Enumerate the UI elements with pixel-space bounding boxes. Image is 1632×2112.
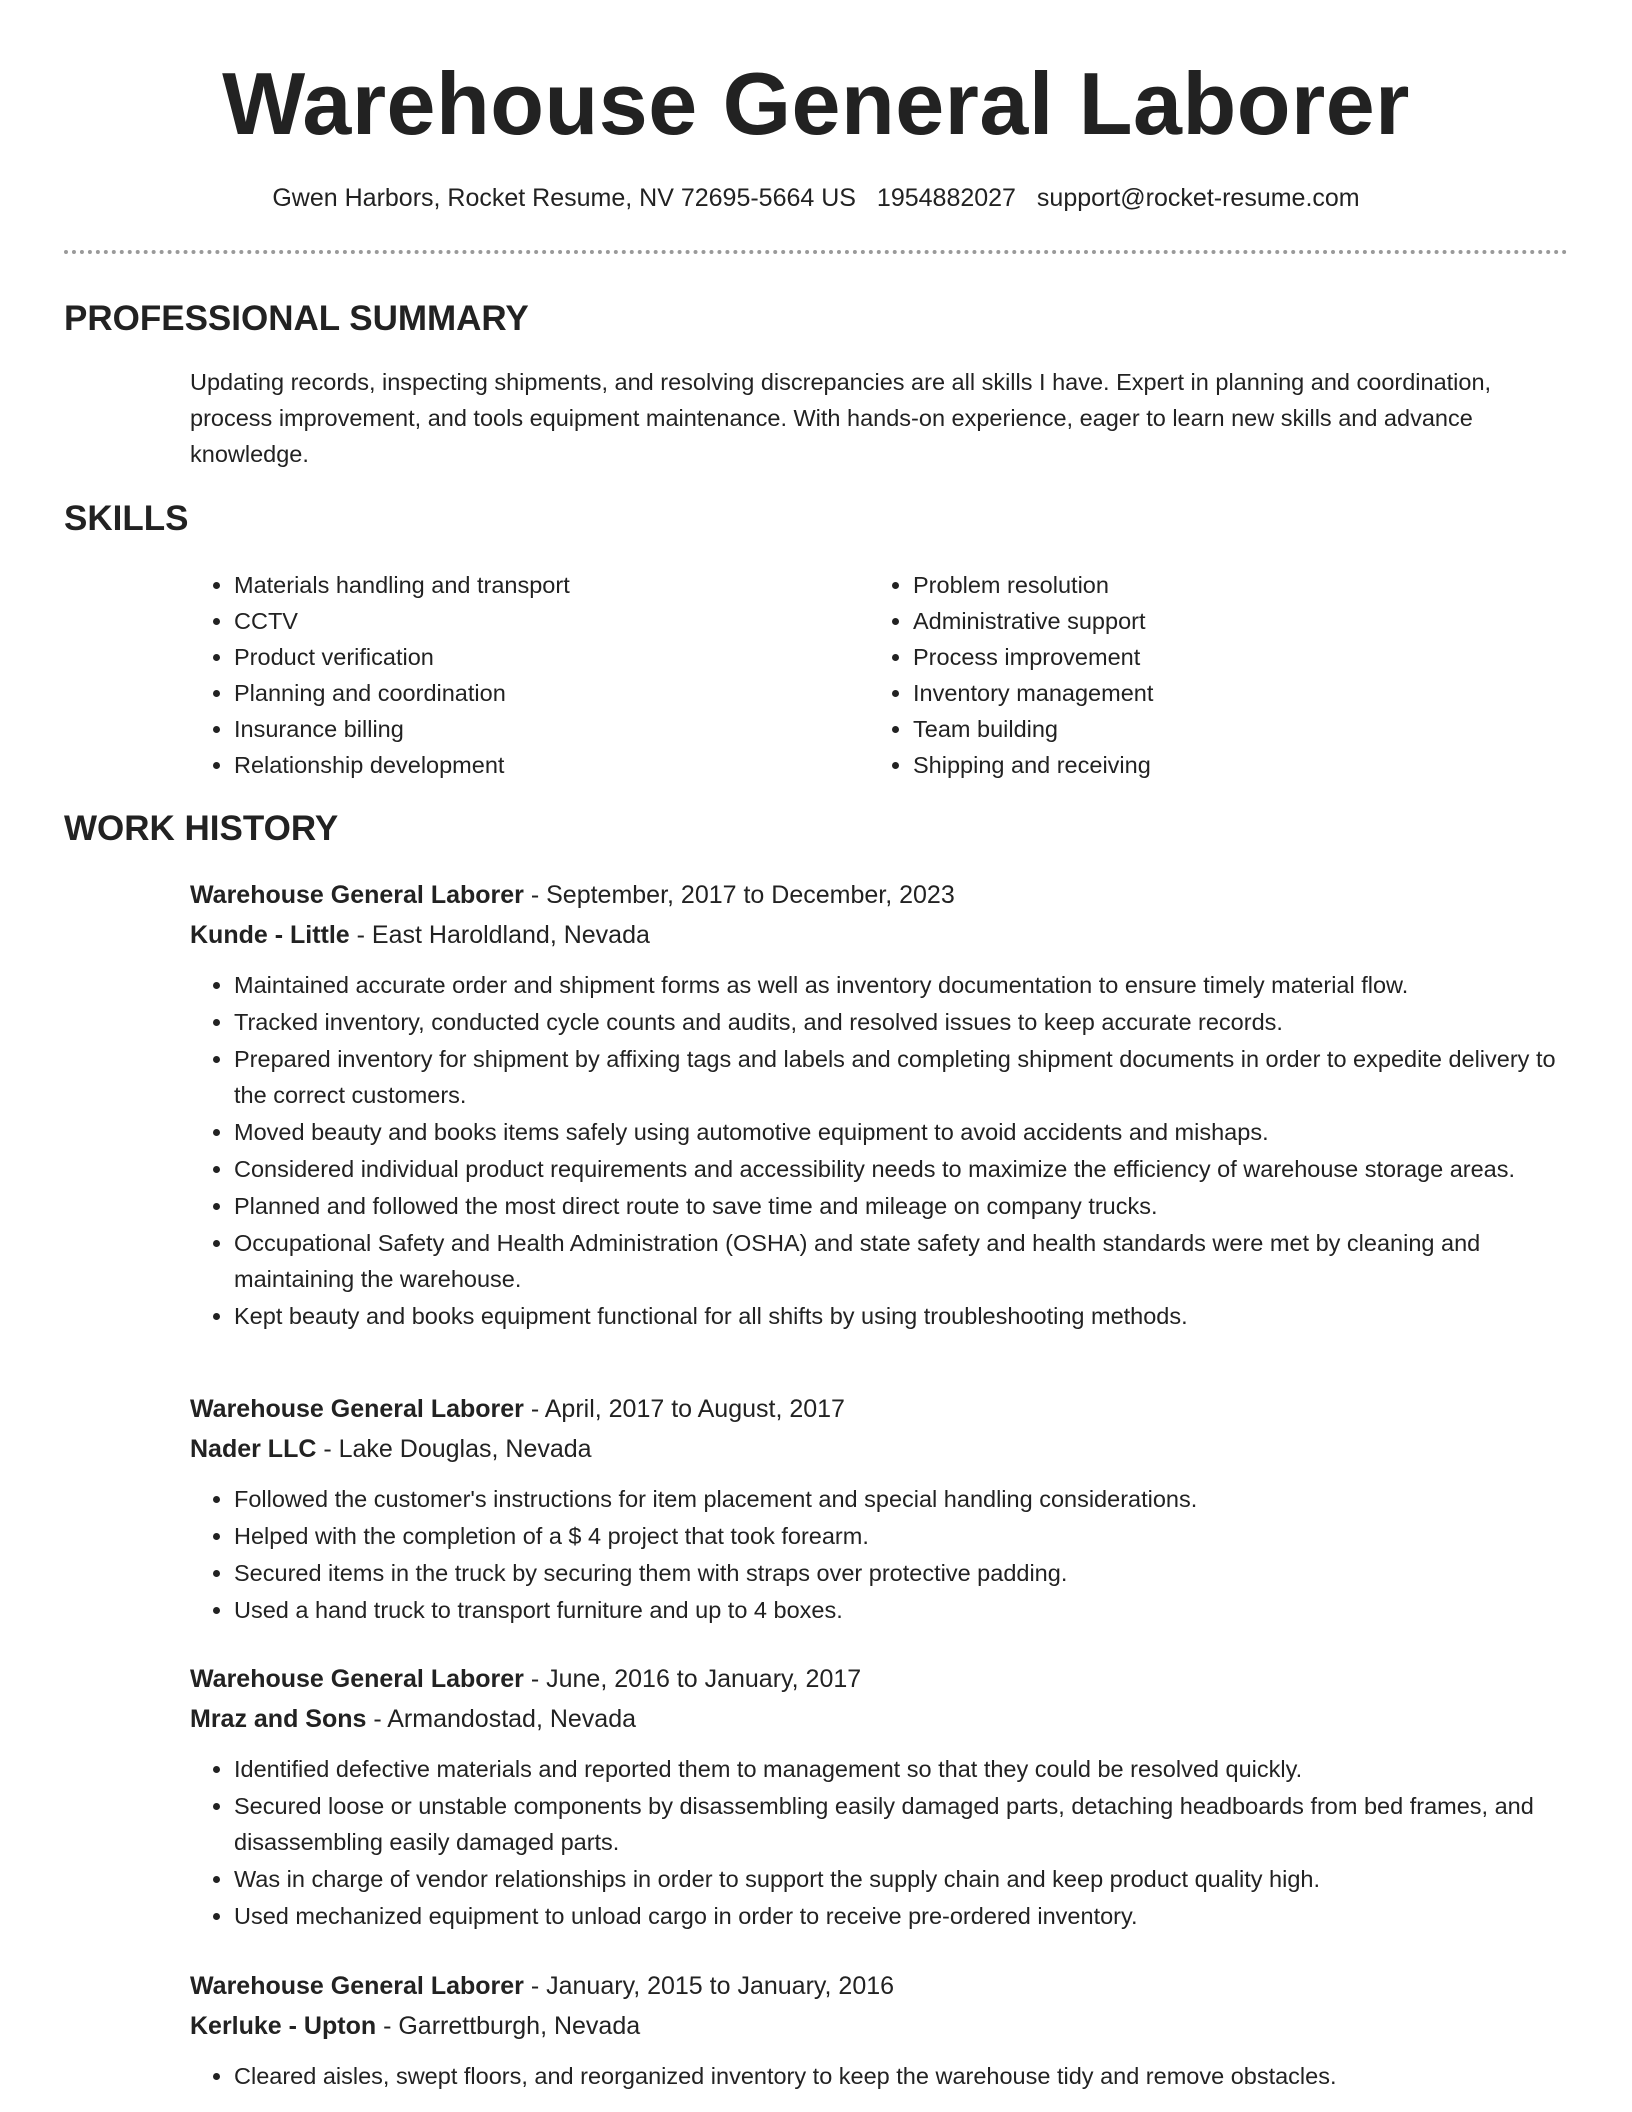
job-location: - East Haroldland, Nevada [349, 921, 650, 949]
job-company-line [190, 2006, 1580, 2046]
job-bullet: • Considered individual product requirements and accessibility needs to maximize the efficiency of warehouse storage areas. [234, 1151, 1580, 1187]
job-title-line [190, 1659, 1580, 1699]
job-company-line [190, 915, 1580, 955]
job-bullet: • Kept beauty and books equipment functional for all shifts by using troubleshooting methods. [234, 1298, 1580, 1334]
job-bullet: • Secured items in the truck by securing them with straps over protective padding. [234, 1555, 1580, 1591]
skill-item: • Insurance billing [234, 711, 854, 747]
job-bullet: • Used mechanized equipment to unload cargo in order to receive pre-ordered inventory. [234, 1898, 1580, 1934]
job-bullet: • Followed the customer's instructions for item placement and special handling considerations. [234, 1481, 1580, 1517]
job-bullets [190, 1481, 1580, 1628]
skills-heading: SKILLS [64, 499, 189, 538]
job-bullets [190, 1751, 1580, 1934]
job-bullet: • Moved beauty and books items safely using automotive equipment to avoid accidents and mishaps. [234, 1114, 1580, 1150]
skills-list-right [869, 567, 1533, 783]
job-bullet: • Helped with the completion of a $ 4 project that took forearm. [234, 1518, 1580, 1554]
skill-item: • Planning and coordination [234, 675, 854, 711]
job-company-line [190, 1699, 1580, 1739]
job-bullet: • Used a hand truck to transport furniture and up to 4 boxes. [234, 1592, 1580, 1628]
job-dates: - April, 2017 to August, 2017 [523, 1395, 845, 1423]
summary-text: Updating records, inspecting shipments, and resolving discrepancies are all skills I have. Expert in planning and coordination, process improvement, and tools equipment maintenance. With hands-on experience, eager to learn new skills and advance knowledge. [190, 369, 1492, 467]
skill-item: • Process improvement [913, 639, 1533, 675]
job-bullets [190, 2058, 1580, 2094]
job-location: - Lake Douglas, Nevada [316, 1435, 592, 1463]
job-bullet: • Occupational Safety and Health Administration (OSHA) and state safety and health standards were met by cleaning and maintaining the warehouse. [234, 1225, 1580, 1297]
contact-phone: 1954882027 [876, 184, 1016, 212]
job-title-line [190, 1389, 1580, 1429]
job-bullets [190, 967, 1580, 1334]
resume-title: Warehouse General Laborer [222, 54, 1410, 153]
job-role: Warehouse General Laborer [190, 1665, 524, 1693]
skill-item: • Relationship development [234, 747, 854, 783]
job-company: Nader LLC [190, 1435, 317, 1463]
header-divider [64, 250, 1568, 254]
job-bullet: • Cleared aisles, swept floors, and reorganized inventory to keep the warehouse tidy and remove obstacles. [234, 2058, 1580, 2094]
job-entry [190, 1659, 1580, 1935]
job-dates: - January, 2015 to January, 2016 [523, 1972, 895, 2000]
job-title-line [190, 875, 1580, 915]
skill-item: • Shipping and receiving [913, 747, 1533, 783]
contact-email: support@rocket-resume.com [1036, 184, 1360, 212]
skill-item: • Administrative support [913, 603, 1533, 639]
job-company-line [190, 1429, 1580, 1469]
job-entry [190, 1966, 1580, 2095]
job-bullet: • Prepared inventory for shipment by affixing tags and labels and completing shipment documents in order to expedite delivery to the correct customers. [234, 1041, 1580, 1113]
job-dates: - September, 2017 to December, 2023 [523, 881, 955, 909]
skill-item: • Team building [913, 711, 1533, 747]
job-dates: - June, 2016 to January, 2017 [523, 1665, 862, 1693]
job-bullet: • Secured loose or unstable components by disassembling easily damaged parts, detaching headboards from bed frames, and disassembling easily damaged parts. [234, 1788, 1580, 1860]
job-bullet: • Maintained accurate order and shipment forms as well as inventory documentation to ensure timely material flow. [234, 967, 1580, 1003]
job-title-line [190, 1966, 1580, 2006]
job-company: Kerluke - Upton [190, 2012, 377, 2040]
job-bullet: • Planned and followed the most direct route to save time and mileage on company trucks. [234, 1188, 1580, 1224]
job-role: Warehouse General Laborer [190, 881, 524, 909]
contact-line [0, 180, 1632, 216]
job-company: Kunde - Little [190, 921, 350, 949]
job-bullet: • Tracked inventory, conducted cycle counts and audits, and resolved issues to keep accurate records. [234, 1004, 1580, 1040]
job-bullet: • Identified defective materials and reported them to management so that they could be resolved quickly. [234, 1751, 1580, 1787]
job-location: - Armandostad, Nevada [366, 1705, 637, 1733]
job-company: Mraz and Sons [190, 1705, 367, 1733]
job-location: - Garrettburgh, Nevada [376, 2012, 641, 2040]
skill-item: • Inventory management [913, 675, 1533, 711]
skill-item: • CCTV [234, 603, 854, 639]
job-role: Warehouse General Laborer [190, 1395, 524, 1423]
summary-heading: PROFESSIONAL SUMMARY [64, 299, 529, 338]
skill-item: • Problem resolution [913, 567, 1533, 603]
job-bullet: • Was in charge of vendor relationships in order to support the supply chain and keep product quality high. [234, 1861, 1580, 1897]
job-entry [190, 1389, 1580, 1629]
work-history-heading: WORK HISTORY [64, 809, 339, 848]
job-role: Warehouse General Laborer [190, 1972, 524, 2000]
job-entry [190, 875, 1580, 1335]
skill-item: • Product verification [234, 639, 854, 675]
contact-address: Gwen Harbors, Rocket Resume, NV 72695-5664 US [272, 184, 856, 212]
skill-item: • Materials handling and transport [234, 567, 854, 603]
skills-list-left [190, 567, 854, 783]
